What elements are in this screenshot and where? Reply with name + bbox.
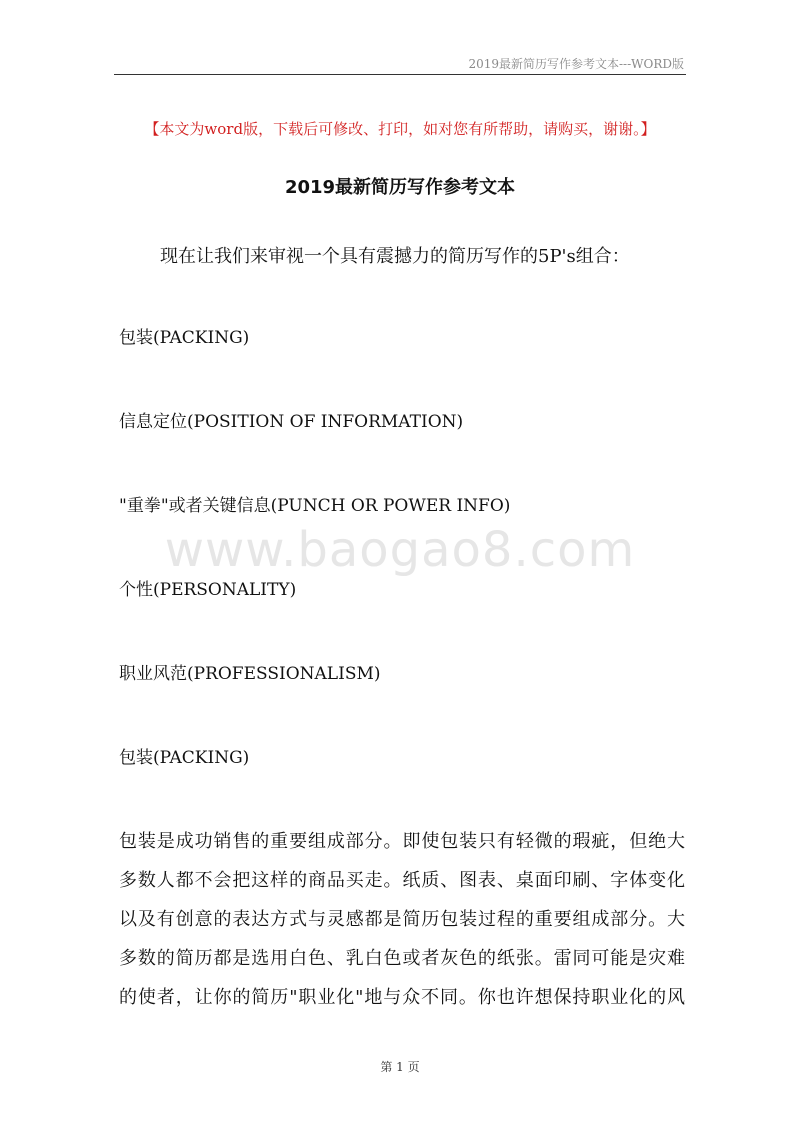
paragraph-line: 包装是成功销售的重要组成部分。即使包装只有轻微的瑕疵，但绝大 xyxy=(119,831,685,852)
watermark: www.baogao8.com xyxy=(164,522,636,578)
paragraph-line: 以及有创意的表达方式与灵感都是简历包装过程的重要组成部分。大 xyxy=(119,909,685,930)
page-header: 2019最新简历写作参考文本---WORD版 xyxy=(468,57,684,71)
header-divider xyxy=(114,74,686,75)
notice-text: 【本文为word版，下载后可修改、打印，如对您有所帮助，请购买，谢谢。】 xyxy=(144,120,656,138)
intro-paragraph: 现在让我们来审视一个具有震撼力的简历写作的5P's组合： xyxy=(160,246,630,267)
list-item-personality: 个性(PERSONALITY) xyxy=(119,580,297,600)
body-paragraph xyxy=(119,822,685,1017)
list-item-packing: 包装(PACKING) xyxy=(119,328,250,348)
page-number: 第 1 页 xyxy=(380,1060,420,1074)
paragraph-line: 的使者，让你的简历"职业化"地与众不同。你也许想保持职业化的风 xyxy=(119,987,685,1008)
list-item-professionalism: 职业风范(PROFESSIONALISM) xyxy=(119,664,381,684)
list-item-position: 信息定位(POSITION OF INFORMATION) xyxy=(119,412,464,432)
paragraph-line: 多数的简历都是选用白色、乳白色或者灰色的纸张。雷同可能是灾难 xyxy=(119,948,685,969)
section-heading-packing: 包装(PACKING) xyxy=(119,748,250,768)
paragraph-line: 多数人都不会把这样的商品买走。纸质、图表、桌面印刷、字体变化 xyxy=(119,870,685,891)
document-title: 2019最新简历写作参考文本 xyxy=(284,177,516,198)
list-item-punch: "重拳"或者关键信息(PUNCH OR POWER INFO) xyxy=(119,496,511,516)
